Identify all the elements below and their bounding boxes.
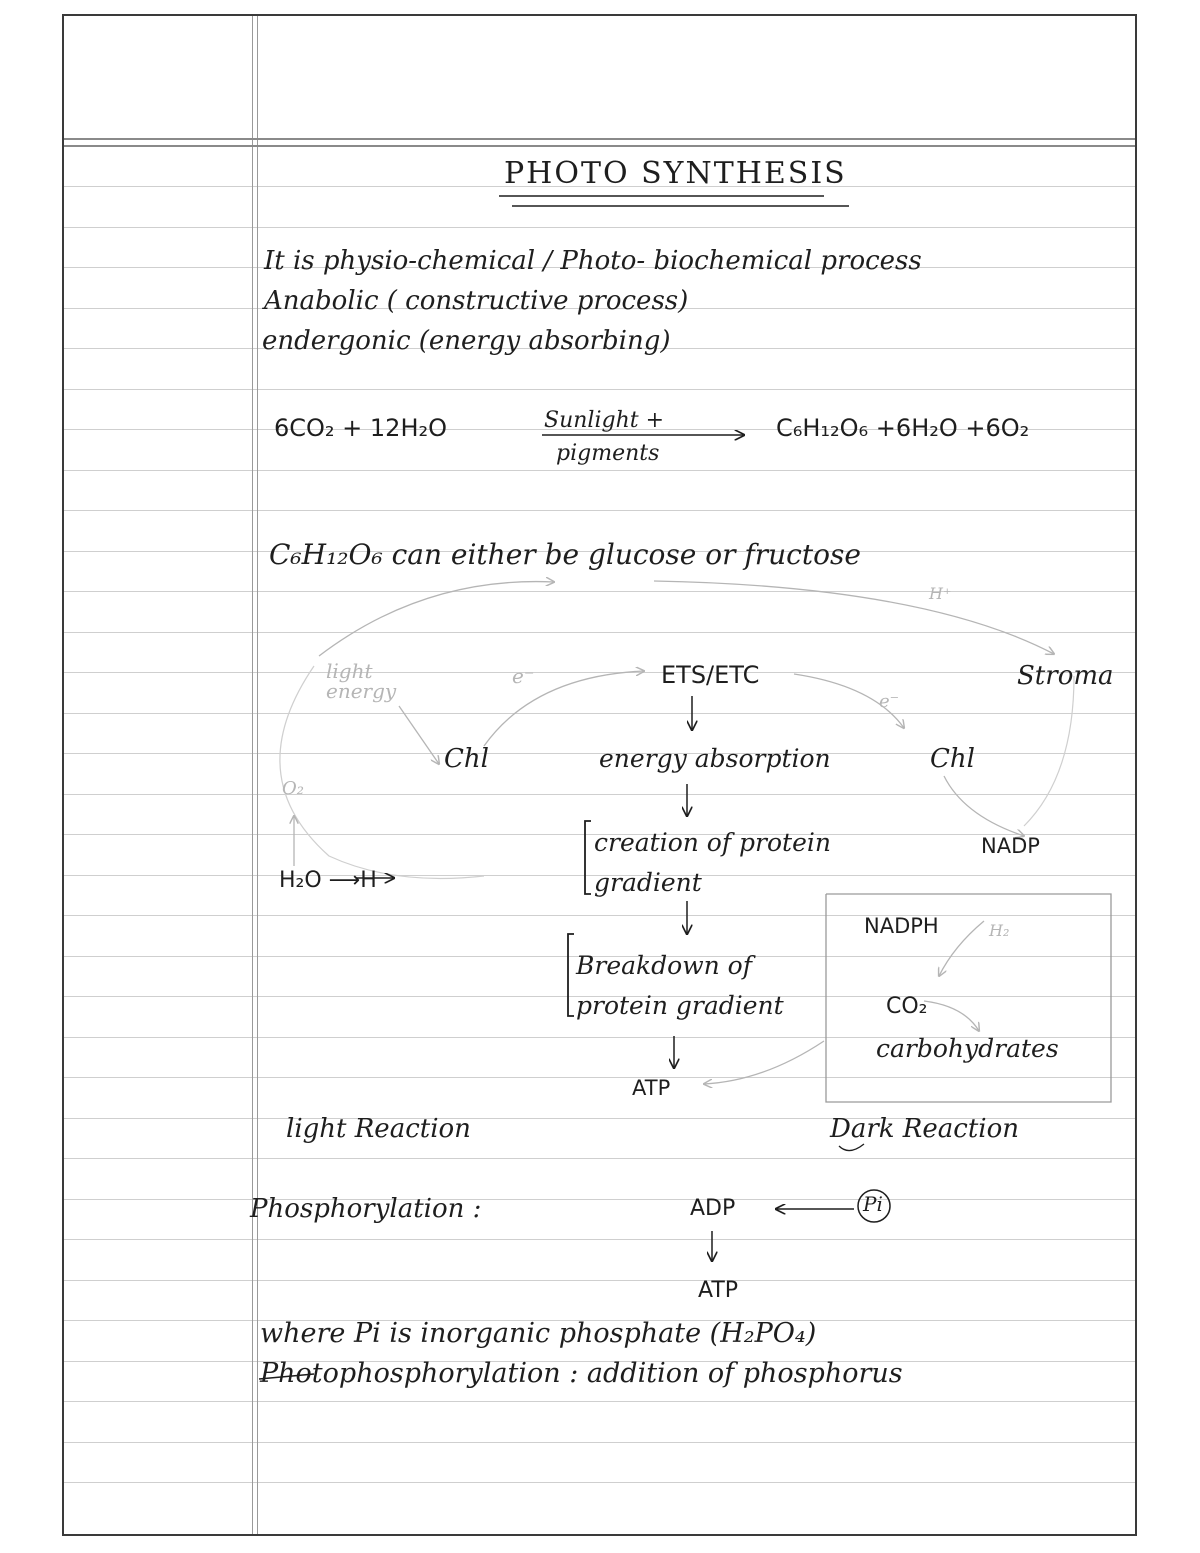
pi-note: where Pi is inorganic phosphate (H₂PO₄) [260, 1318, 817, 1349]
breakdown-line-2: protein gradient [576, 991, 784, 1020]
notebook-page [62, 14, 1137, 1536]
dark-reaction-label: Dark Reaction [830, 1114, 1019, 1144]
struck-word: Photo [260, 1358, 339, 1389]
glucose-note: C₆H₁₂O₆ can either be glucose or fructose [269, 538, 861, 571]
co2-label: CO₂ [886, 994, 928, 1019]
nadph-label: NADPH [864, 914, 939, 938]
h-plus-label: H⁺ [929, 584, 952, 603]
equation-reactants: 6CO₂ + 12H₂O [274, 414, 448, 442]
o2-label: O₂ [282, 778, 304, 799]
electron-right-label: e⁻ [879, 691, 900, 712]
stroma-label: Stroma [1017, 661, 1114, 691]
equation-products: C₆H₁₂O₆ +6H₂O +6O₂ [776, 414, 1030, 442]
intro-line-2: Anabolic ( constructive process) [264, 286, 689, 316]
chl-right-label: Chl [930, 744, 975, 774]
light-reaction-label: light Reaction [286, 1114, 471, 1144]
chl-left-label: Chl [444, 744, 489, 774]
breakdown-line-1: Breakdown of [576, 951, 752, 980]
h2-label: H₂ [989, 921, 1010, 940]
electron-label: e⁻ [512, 664, 535, 688]
ets-label: ETS/ETC [661, 661, 760, 689]
energy-absorption-label: energy absorption [599, 744, 831, 773]
phosphorylation-definition [260, 1358, 903, 1389]
creation-line-1: creation of protein [594, 828, 831, 857]
intro-line-1: It is physio-chemical / Photo- biochemical process [264, 246, 922, 276]
atp-label: ATP [632, 1076, 671, 1100]
equation-pigments: pigments [556, 441, 660, 466]
carbohydrates-label: carbohydrates [876, 1034, 1059, 1063]
definition-text: phosphorylation : addition of phosphorus [338, 1358, 903, 1389]
light-energy-label: light energy [326, 659, 397, 703]
atp-product-label: ATP [698, 1278, 739, 1303]
equation-condition: Sunlight + [544, 408, 665, 433]
nadp-label: NADP [981, 834, 1040, 858]
phosphorylation-label: Phosphorylation : [250, 1194, 482, 1224]
adp-label: ADP [690, 1196, 736, 1221]
creation-line-2: gradient [594, 868, 702, 897]
intro-line-3: endergonic (energy absorbing) [262, 326, 671, 356]
h2o-to-h-label: H₂O ⟶H [279, 868, 377, 893]
pi-label: Pi [863, 1192, 883, 1216]
page-title: PHOTO SYNTHESIS [504, 156, 847, 191]
diagram-arrows [64, 16, 1137, 1536]
